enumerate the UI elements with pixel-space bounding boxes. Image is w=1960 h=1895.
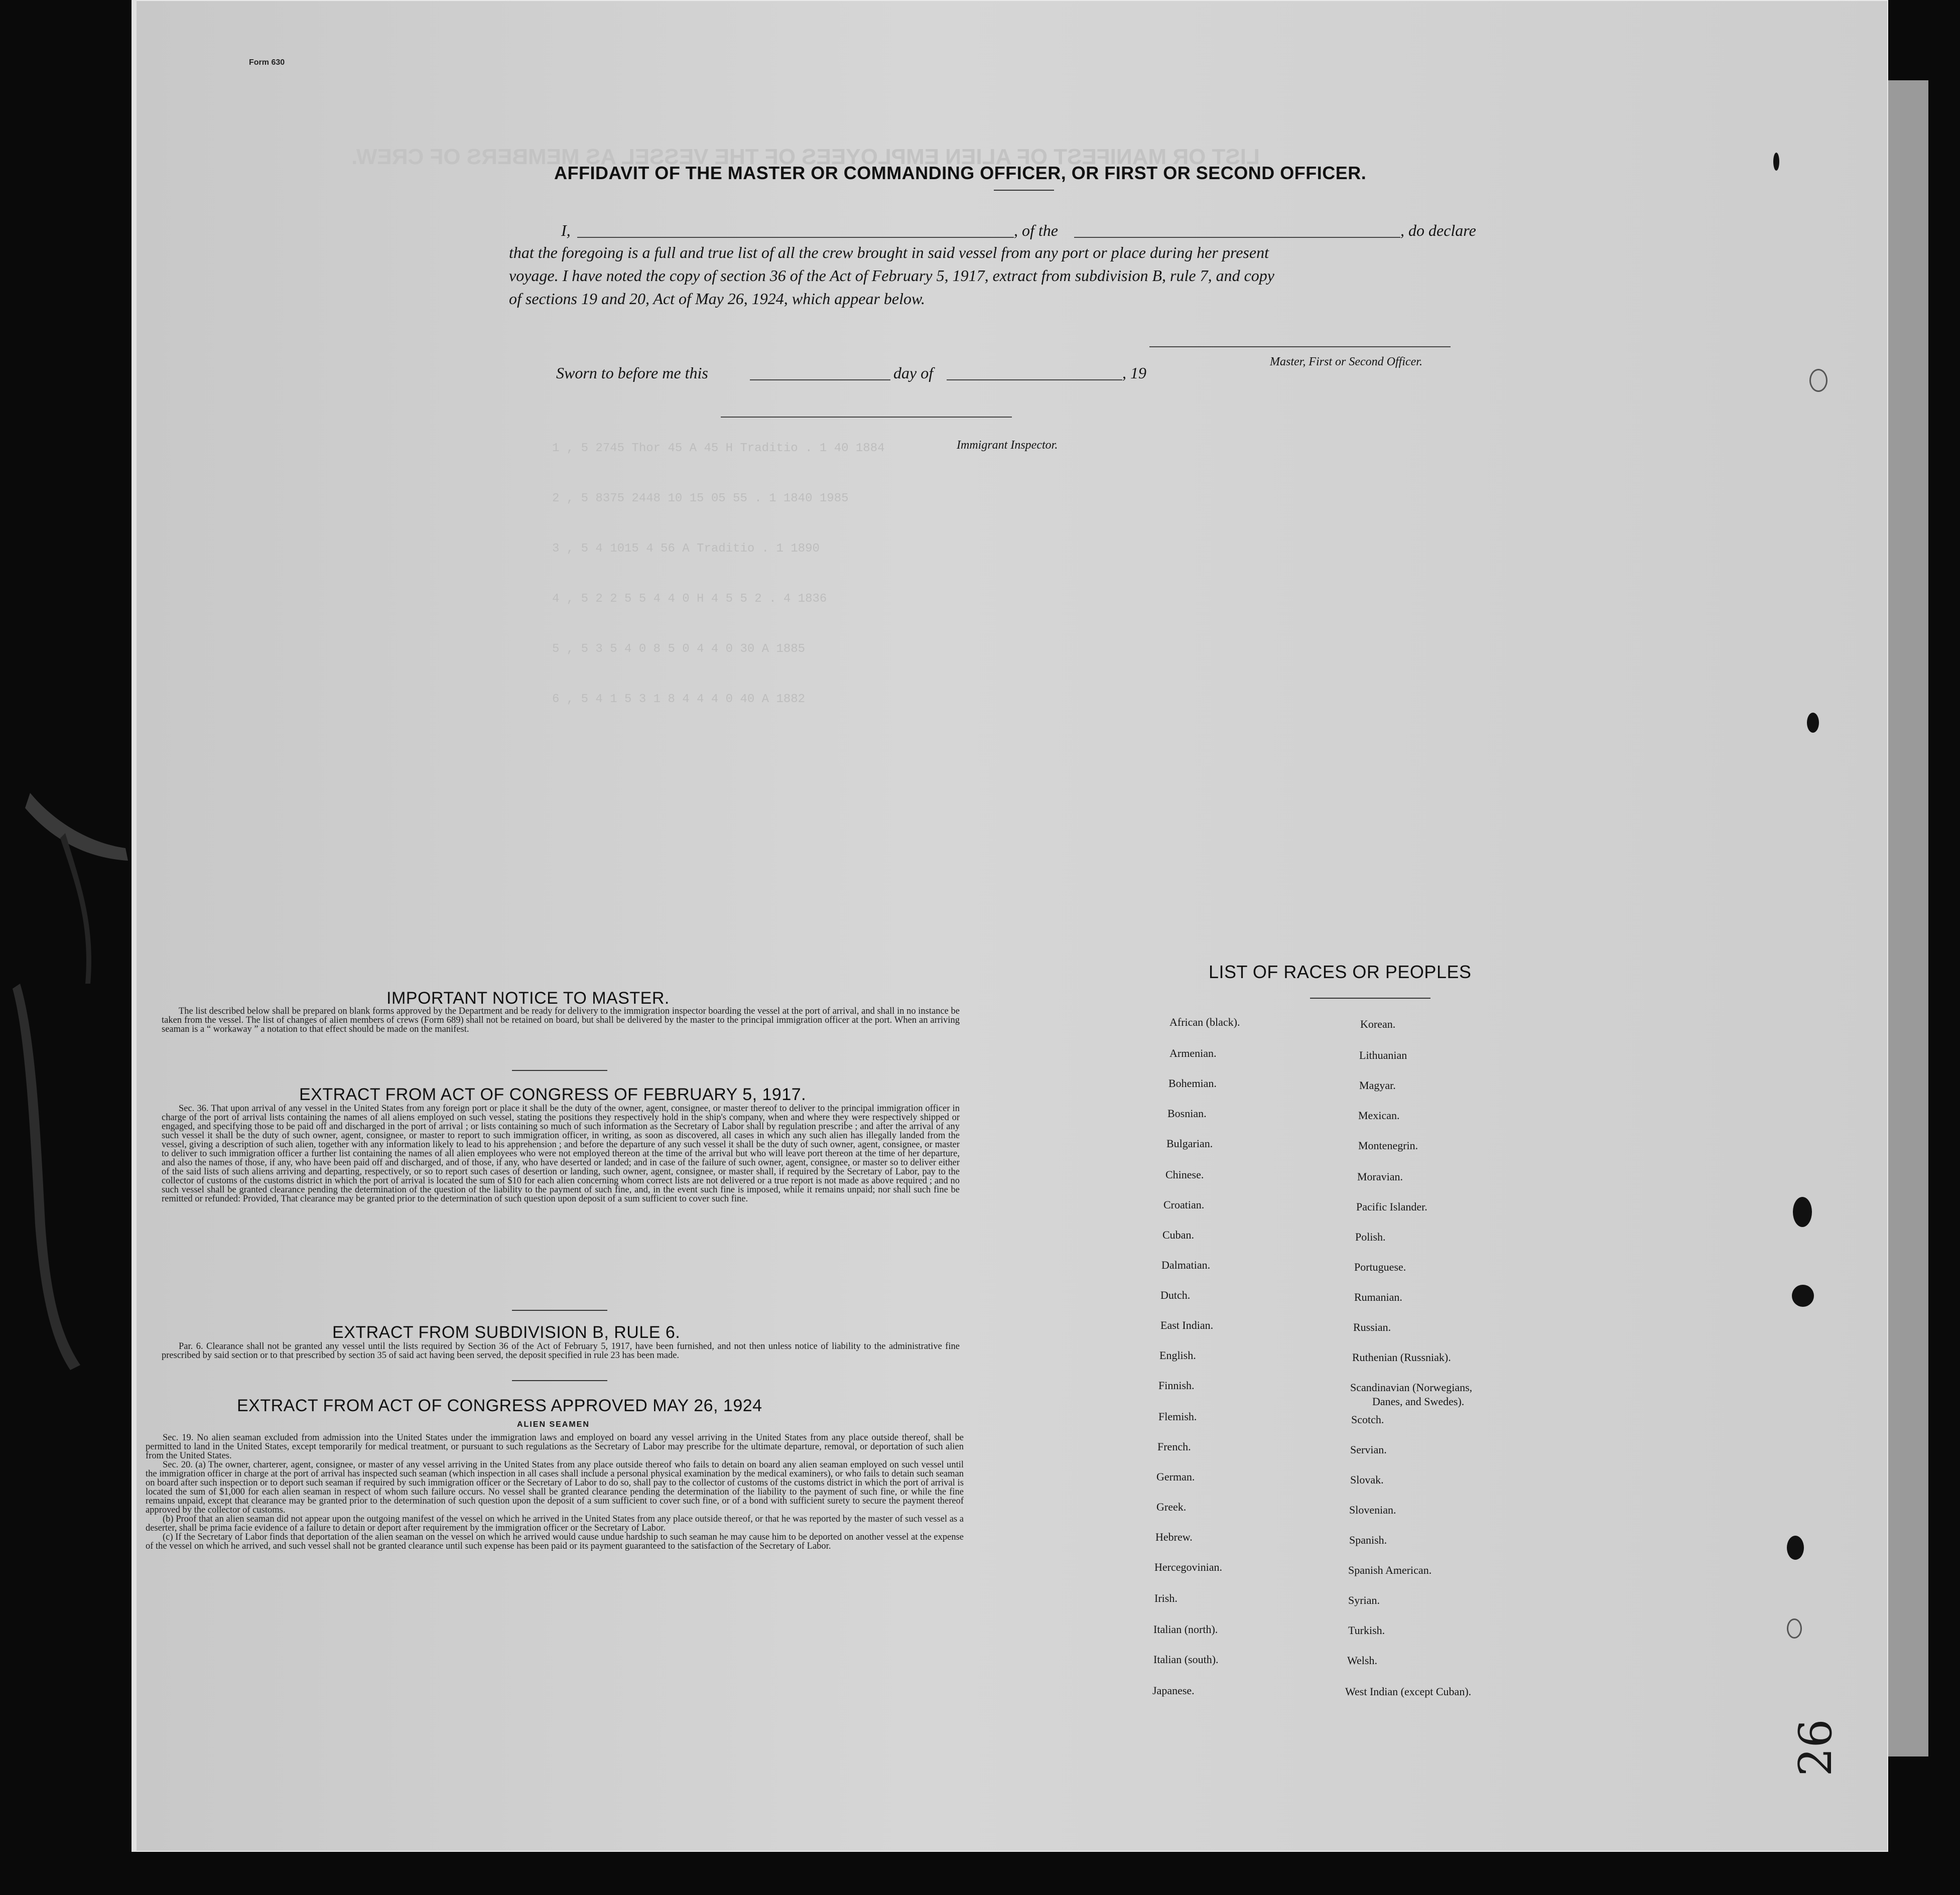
section-divider bbox=[512, 1070, 607, 1071]
race-item: East Indian. bbox=[1160, 1319, 1214, 1331]
race-item: English. bbox=[1159, 1349, 1196, 1362]
race-item: Lithuanian bbox=[1359, 1049, 1407, 1061]
extract-rule6-body bbox=[162, 1342, 960, 1360]
race-item: Scotch. bbox=[1351, 1413, 1384, 1426]
bleed-through-row: 5 , 5 3 5 4 0 8 5 0 4 4 0 30 A 1885 bbox=[552, 642, 806, 656]
bleed-through-row: 2 , 5 8375 2448 10 15 05 55 . 1 1840 1985 bbox=[552, 492, 849, 505]
affidavit-line1-declare: , do declare bbox=[1400, 221, 1476, 239]
extract-1924-title: EXTRACT FROM ACT OF CONGRESS APPROVED MAY 26, 1924 bbox=[237, 1396, 762, 1415]
vessel-blank-line bbox=[1074, 237, 1400, 238]
race-item: Dutch. bbox=[1160, 1289, 1191, 1301]
notice-body bbox=[162, 1007, 960, 1034]
extract-1924-body bbox=[146, 1433, 964, 1551]
race-item: Croatian. bbox=[1163, 1198, 1205, 1211]
race-item: German. bbox=[1156, 1470, 1195, 1483]
bleed-through-row: 3 , 5 4 1015 4 56 A Traditio . 1 1890 bbox=[552, 542, 820, 556]
notice-paragraph: The list described below shall be prepared on blank forms approved by the Department and be ready for delivery to the immigration inspector boarding the vessel at the port of arrival, and shall in no instance be taken from the vessel. The list of changes of alien members of crews (Form 689) shall not be retained on board, but shall be delivered by the master to the principal immigration officer at the port. When an arriving seaman is a “ workaway ” a notation to that effect should be made on the manifest. bbox=[162, 1006, 960, 1034]
binder-hole bbox=[1787, 1618, 1802, 1639]
race-item: Slovenian. bbox=[1349, 1504, 1396, 1516]
section-36-paragraph: Sec. 36. That upon arrival of any vessel in the United States from any foreign port or place it shall be the duty of the owner, agent, consignee, or master thereof to deliver to the principal immigration officer in charge of the port of arrival lists containing the names of all aliens employed on such vessel, stating the positions they respectively hold in the ship's company, when and where they were respectively shipped or engaged, and specifying those to be paid off and discharged in the port of arrival ; or lists containing so much of such information as the Secretary of Labor shall by regulation prescribe ; and after the arrival of any such vessel it shall be the duty of such owner, agent, consignee, or master to report to such immigration officer, in writing, as soon as discovered, all cases in which any such alien has illegally landed from the vessel, giving a description of such alien, together with any information likely to lead to his apprehension ; and before the departure of any such vessel it shall be the duty of such owner, agent, consignee, or master to deliver to such immigration officer a further list containing the names of all alien employees who were not employed thereon at the time of the arrival but who will leave port thereon at the time of her departure, and also the names of those, if any, who have been paid off and discharged, and of those, if any, who have deserted or landed; and in case of the failure of such owner, agent, consignee, or master so to deliver either of the said lists of such aliens arriving and departing, respectively, or so to report such cases of desertion or landing, such owner, agent, consignee, or master shall, if required by the Secretary of Labor, pay to the collector of customs of the customs district in which the port of arrival is located the sum of $10 for each alien concerning whom correct lists are not delivered or a true report is not made as above required ; and no such vessel shall be granted clearance pending the determination of the question of the liability to the payment of such fine, and, in the event such fine is imposed, while it remains unpaid; nor shall such fine be remitted or refunded: Provided, That clearance may be granted prior to the determination of such question upon deposit of a sum sufficient to cover such fine. bbox=[162, 1104, 960, 1204]
race-item: Pacific Islander. bbox=[1356, 1200, 1427, 1213]
binder-hole bbox=[1793, 1197, 1812, 1227]
race-item: Rumanian. bbox=[1354, 1291, 1402, 1303]
race-item: Irish. bbox=[1154, 1592, 1178, 1604]
race-scandinavian-continuation: Danes, and Swedes). bbox=[1372, 1395, 1465, 1408]
affidavit-line1-of-the: , of the bbox=[1014, 221, 1058, 239]
binder-hole bbox=[1807, 713, 1819, 733]
race-item: French. bbox=[1157, 1440, 1191, 1453]
sworn-day-blank bbox=[750, 379, 890, 380]
year-text: , 19 bbox=[1122, 364, 1146, 382]
race-item: African (black). bbox=[1169, 1016, 1240, 1028]
race-item: Flemish. bbox=[1158, 1410, 1197, 1423]
title-underline bbox=[994, 190, 1054, 191]
race-item: Finnish. bbox=[1158, 1379, 1195, 1392]
race-item: Moravian. bbox=[1357, 1170, 1403, 1183]
race-item: Bulgarian. bbox=[1166, 1137, 1213, 1150]
binding-ribbon bbox=[10, 773, 130, 1375]
master-signature-line bbox=[1149, 346, 1451, 347]
races-title-underline bbox=[1310, 998, 1430, 999]
race-item: Turkish. bbox=[1348, 1624, 1385, 1637]
section-divider bbox=[512, 1380, 607, 1381]
extract-1917-title: EXTRACT FROM ACT OF CONGRESS OF FEBRUARY 5, 1917. bbox=[299, 1085, 807, 1104]
sworn-text: Sworn to before me this bbox=[556, 364, 708, 382]
form-number: Form 630 bbox=[249, 58, 285, 67]
race-item: Greek. bbox=[1156, 1501, 1187, 1513]
race-item: Mexican. bbox=[1358, 1109, 1400, 1122]
race-item: Servian. bbox=[1350, 1443, 1387, 1456]
rule6-paragraph: Par. 6. Clearance shall not be granted any vessel until the lists required by Section 36 of the Act of February 5, 1917, have been furnished, and not then unless notice of liability to the administrative fine prescribed by said section or to that prescribed by section 35 of said act having been served, the deposit specified in rule 23 has been made. bbox=[162, 1341, 960, 1361]
race-item: Bosnian. bbox=[1167, 1107, 1207, 1120]
extract-1917-body bbox=[162, 1104, 960, 1203]
sec20a-paragraph: Sec. 20. (a) The owner, charterer, agent, consignee, or master of any vessel arriving in the United States from any place outside thereof who fails to detain on board any alien seaman employed on such vessel until the immigration officer in charge at the port of arrival has inspected such seaman (which inspection in all cases shall include a personal physical examination by the medical examiners), or who fails to detain such seaman on board after such inspection or to deport such seaman if required by such immigration officer or the Secretary of Labor to do so, shall pay to the collector of customs of the customs district in which the port of arrival is located the sum of $1,000 for each alien seaman in respect of whom such failure occurs. No vessel shall be granted clearance pending the determination of the liability to the payment of such fine, or while the fine remains unpaid, except that clearance may be granted prior to the determination of such question upon the deposit of a sum sufficient to cover such fine, or of a bond with sufficient surety to secure the payment thereof approved by the collector of customs. bbox=[146, 1460, 964, 1515]
race-item: Japanese. bbox=[1152, 1684, 1195, 1697]
extract-rule6-title: EXTRACT FROM SUBDIVISION B, RULE 6. bbox=[332, 1323, 681, 1342]
bleed-through-row: 1 , 5 2745 Thor 45 A 45 H Traditio . 1 40 1884 bbox=[552, 442, 885, 455]
section-divider bbox=[512, 1310, 607, 1311]
affidavit-body-line4: of sections 19 and 20, Act of May 26, 1924, which appear below. bbox=[509, 290, 925, 308]
day-of-text: day of bbox=[893, 364, 934, 382]
race-item: Portuguese. bbox=[1354, 1261, 1406, 1273]
race-item: Italian (south). bbox=[1153, 1653, 1219, 1666]
race-item: Armenian. bbox=[1169, 1047, 1217, 1059]
race-item: Cuban. bbox=[1162, 1229, 1194, 1241]
bleed-through-title: LIST OR MANIFEST OF ALIEN EMPLOYEES OF THE VESSEL AS MEMBERS OF CREW. bbox=[351, 145, 1260, 169]
race-item: Chinese. bbox=[1165, 1168, 1204, 1181]
race-item: Montenegrin. bbox=[1358, 1139, 1418, 1152]
affidavit-body-line3: voyage. I have noted the copy of section 36 of the Act of February 5, 1917, extract from subdivision B, rule 7, and copy bbox=[509, 266, 1274, 285]
race-item: Hercegovinian. bbox=[1154, 1561, 1222, 1573]
underlying-page-strip bbox=[1888, 80, 1928, 1756]
race-item: Slovak. bbox=[1350, 1473, 1384, 1486]
race-item: Polish. bbox=[1355, 1231, 1386, 1243]
bleed-through-row: 4 , 5 2 2 5 5 4 4 0 H 4 5 5 2 . 4 1836 bbox=[552, 592, 827, 606]
race-item: Magyar. bbox=[1359, 1079, 1396, 1092]
race-item: Bohemian. bbox=[1168, 1077, 1217, 1090]
race-item: Spanish American. bbox=[1348, 1564, 1432, 1576]
binder-hole bbox=[1773, 153, 1779, 171]
notice-title: IMPORTANT NOTICE TO MASTER. bbox=[386, 989, 670, 1008]
binder-hole bbox=[1792, 1285, 1814, 1307]
race-item: Syrian. bbox=[1348, 1594, 1380, 1606]
race-item: Spanish. bbox=[1349, 1534, 1387, 1546]
name-blank-line bbox=[577, 237, 1014, 238]
sworn-month-blank bbox=[947, 379, 1122, 380]
affidavit-title: AFFIDAVIT OF THE MASTER OR COMMANDING OFFICER, OR FIRST OR SECOND OFFICER. bbox=[554, 163, 1367, 183]
sec20b-paragraph: (b) Proof that an alien seaman did not appear upon the outgoing manifest of the vessel on which he arrived in the United States from any place outside thereof, or that he was reported by the master of such vessel as a deserter, shall be prima facie evidence of a failure to detain or deport after requirement by the immigration officer or the Secretary of Labor. bbox=[146, 1514, 964, 1533]
sheet-edge bbox=[132, 0, 137, 1852]
race-item: Dalmatian. bbox=[1161, 1259, 1211, 1271]
race-item: Scandinavian (Norwegians, bbox=[1350, 1381, 1473, 1394]
binder-hole bbox=[1809, 369, 1827, 392]
race-item: Welsh. bbox=[1347, 1654, 1377, 1667]
race-item: Russian. bbox=[1353, 1321, 1391, 1333]
sec19-paragraph: Sec. 19. No alien seaman excluded from admission into the United States under the immigration laws and employed on board any vessel arriving in the United States from any place outside thereof, shall be permitted to land in the United States, except temporarily for medical treatment, or pursuant to such regulations as the Secretary of Labor may prescribe for the ultimate departure, removal, or deportation of such alien from the United States. bbox=[146, 1433, 964, 1461]
inspector-signature-line bbox=[721, 417, 1012, 418]
races-title: LIST OF RACES OR PEOPLES bbox=[1209, 962, 1472, 982]
alien-seamen-subtitle: ALIEN SEAMEN bbox=[517, 1420, 590, 1429]
inspector-caption: Immigrant Inspector. bbox=[957, 439, 1058, 452]
affidavit-line1-i: I, bbox=[561, 221, 571, 239]
affidavit-body-line2: that the foregoing is a full and true list of all the crew brought in said vessel from any port or place during her present bbox=[509, 243, 1269, 261]
bleed-through-row: 6 , 5 4 1 5 3 1 8 4 4 4 0 40 A 1882 bbox=[552, 693, 806, 706]
race-item: Ruthenian (Russniak). bbox=[1352, 1351, 1451, 1364]
race-item: Korean. bbox=[1360, 1018, 1396, 1030]
master-caption: Master, First or Second Officer. bbox=[1270, 355, 1422, 368]
race-item: Italian (north). bbox=[1153, 1623, 1218, 1636]
handwritten-page-number: 26 bbox=[1789, 1719, 1842, 1777]
race-item: West Indian (except Cuban). bbox=[1345, 1685, 1472, 1698]
binder-hole bbox=[1787, 1536, 1804, 1560]
race-item: Hebrew. bbox=[1155, 1531, 1193, 1543]
sec20c-paragraph: (c) If the Secretary of Labor finds that deportation of the alien seaman on the vessel on which he arrived would cause undue hardship to such seaman he may cause him to be deported on another vessel at the expense of the vessel on which he arrived, and such vessel shall not be granted clearance until such expense has been paid or its payment guaranteed to the satisfaction of the Secretary of Labor. bbox=[146, 1532, 964, 1551]
